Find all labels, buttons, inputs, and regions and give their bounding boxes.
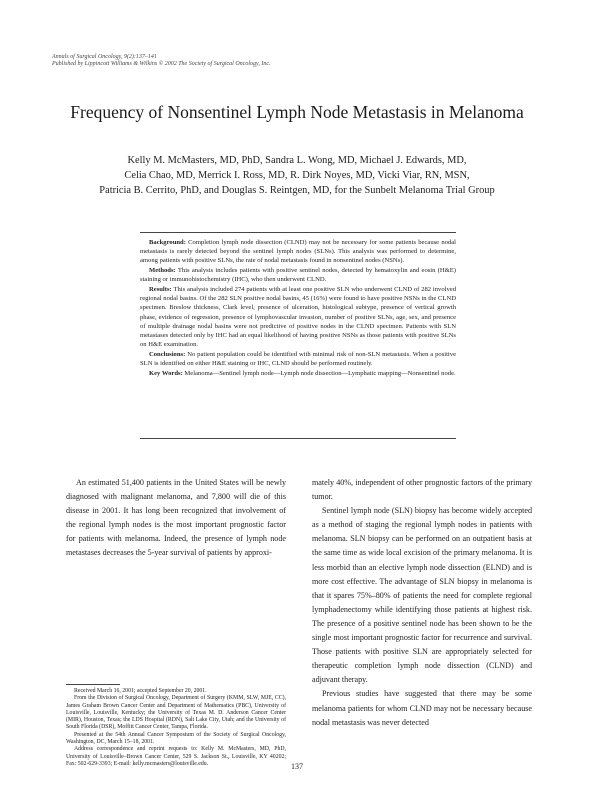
abstract-results-label: Results:: [149, 286, 172, 294]
footnote-received: Received March 16, 2001; accepted September 20, 2001.: [74, 688, 207, 694]
body-paragraph: An estimated 51,400 patients in the United States will be newly diagnosed with malignant melanoma, and 7,800 will die of this disease in 2001. It has long been recognized that involvement of the regional lymph nodes is the most important prognostic factor for patients with melanoma. Indeed, the presence of lymph node metastases decreases the 5-year survival of patients by approxi-: [66, 478, 286, 558]
abstract-methods-label: Methods:: [149, 267, 176, 275]
journal-citation-line-1: Annals of Surgical Oncology, 9(2):137–141: [52, 54, 157, 60]
author-line-3: Patricia B. Cerrito, PhD, and Douglas S. Reintgen, MD, for the Sunbelt Melanoma Trial Group: [99, 185, 495, 196]
body-paragraph: mately 40%, independent of other prognostic factors of the primary tumor.: [312, 478, 532, 502]
abstract-bottom-rule: [140, 438, 456, 439]
article-title: Frequency of Nonsentinel Lymph Node Metastasis in Melanoma: [70, 102, 524, 122]
footnote-rule: [66, 684, 120, 685]
author-line-2: Celia Chao, MD, Merrick I. Ross, MD, R. Dirk Noyes, MD, Vicki Viar, RN, MSN,: [124, 170, 470, 181]
journal-citation: [52, 54, 270, 68]
body-paragraph: Previous studies have suggested that there may be some melanoma patients for whom CLND may not be necessary because nodal metastasis was never detected: [312, 689, 532, 727]
abstract-results: [140, 285, 456, 349]
abstract-conclusions-text: No patient population could be identified with minimal risk of non-SLN metastasis. When a positive SLN is identified on either H&E staining or IHC, CLND should be performed routinely.: [140, 350, 456, 368]
journal-citation-line-2: Published by Lippincott Williams & Wilkins © 2002 The Society of Surgical Oncology, Inc.: [52, 61, 271, 67]
footnote-affiliation: From the Division of Surgical Oncology, Department of Surgery (KMM, SLW, MJE, CC), James Graham Brown Cancer Center and Department of Mathematics (PBC), University of Louisville, Louisville, Kentucky; the University of Texas M. D. Anderson Cancer Center (MIR), Houston, Texas; the LDS Hospital (RDN), Salt Lake City, Utah; and the University of South Florida (DSR), Moffitt Cancer Center, Tampa, Florida.: [66, 695, 286, 731]
body-right-column: [312, 476, 532, 730]
author-list: [40, 153, 554, 198]
page-number: 137: [291, 762, 303, 771]
footnote-correspondence: Address correspondence and reprint requests to: Kelly M. McMasters, MD, PhD, University of Louisville–Brown Cancer Center, 529 S. Jackson St., Louisville, KY 40202; Fax: 502-629-3393; E-mail: kelly.mcmasters@louisville.edu.: [66, 746, 286, 767]
abstract-background-label: Background:: [149, 239, 186, 246]
abstract-top-rule: [140, 232, 456, 233]
abstract-keywords-label: Key Words:: [149, 369, 183, 377]
abstract-conclusions: [140, 350, 456, 368]
body-left-column: [66, 476, 286, 561]
abstract-keywords: [140, 369, 456, 378]
author-line-1: Kelly M. McMasters, MD, PhD, Sandra L. Wong, MD, Michael J. Edwards, MD,: [127, 155, 467, 166]
footnotes: [66, 688, 286, 768]
abstract-background: [140, 238, 456, 266]
abstract-methods: [140, 266, 456, 284]
abstract-background-text: Completion lymph node dissection (CLND) may not be necessary for some patients because nodal metastasis is rarely detected beyond the sentinel lymph nodes (SLNs). This analysis was performed to determine, among patients with positive SLNs, the rate of nodal metastasis found in nonsentinel nodes (NSNs).: [140, 239, 456, 265]
abstract: [140, 238, 456, 379]
abstract-results-text: This analysis included 274 patients with at least one positive SLN who underwent CLND of 282 involved regional nodal basins. Of the 282 SLN positive nodal basins, 45 (16%) were found to have positive NSNs in the CLND specimen. Breslow thickness, Clark level, presence of ulceration, histological subtype, presence of vertical growth phase, evidence of regression, presence of lymphovascular invasion, number of positive SLNs, age, sex, and presence of multiple drainage nodal basins were not predictive of positive nodes in the CLND specimen. Patients with SLN metastases detected only by IHC had an equal likelihood of having positive NSNs as those patients with positive SLNs on H&E examination.: [140, 286, 456, 349]
body-paragraph: Sentinel lymph node (SLN) biopsy has become widely accepted as a method of staging the regional lymph nodes in patients with melanoma. SLN biopsy can be performed on an outpatient basis at the same time as wide local excision of the primary melanoma. It is less morbid than an elective lymph node dissection (ELND) and is more cost effective. The advantage of SLN biopsy in melanoma is that it spares 75%–80% of patients the need for complete regional lymphadenectomy while identifying those patients at highest risk. The presence of a positive sentinel node has been shown to be the single most important prognostic factor for recurrence and survival. Those patients with positive SLN are appropriately selected for therapeutic completion lymph node dissection (CLND) and adjuvant therapy.: [312, 506, 532, 685]
abstract-conclusions-label: Conclusions:: [149, 350, 186, 358]
abstract-methods-text: This analysis includes patients with positive sentinel nodes, detected by hematoxylin and eosin (H&E) staining or immunohistochemistry (IHC), who then underwent CLND.: [140, 267, 456, 284]
footnote-presented: Presented at the 54th Annual Cancer Symposium of the Society of Surgical Oncology, Washington, DC, March 15–18, 2001.: [66, 731, 286, 746]
abstract-keywords-text: Melanoma—Sentinel lymph node—Lymph node dissection—Lymphatic mapping—Nonsentinel node.: [184, 369, 456, 377]
